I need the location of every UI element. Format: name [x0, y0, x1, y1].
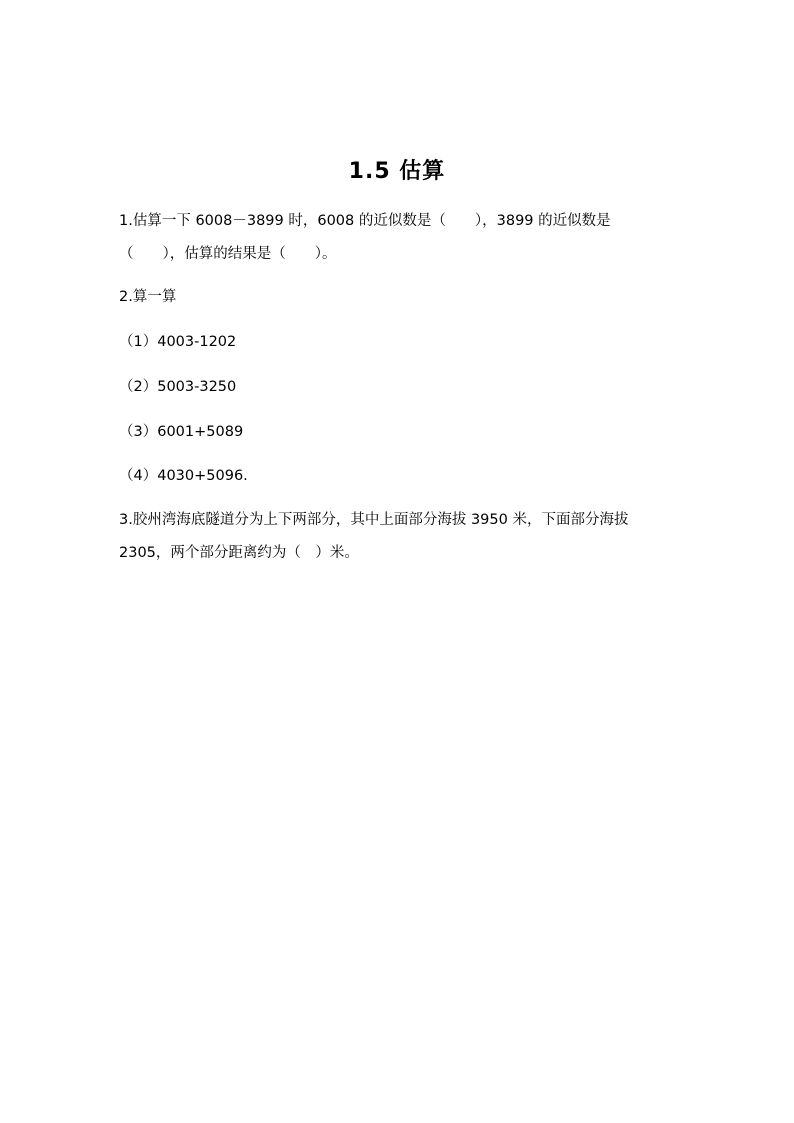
- question-1-line-2: （ ），估算的结果是（ ）。: [119, 246, 337, 262]
- question-2-heading: 2.算一算: [119, 289, 177, 305]
- question-2-item-2: （2）5003-3250: [119, 379, 237, 395]
- page-title: 1.5 估算: [348, 159, 446, 184]
- question-3-line-2: 2305，两个部分距离约为（ ）米。: [119, 545, 359, 561]
- question-2-item-1: （1）4003-1202: [119, 334, 237, 350]
- question-1-line-1: 1.估算一下 6008－3899 时，6008 的近似数是（ ），3899 的近似数是: [119, 213, 611, 229]
- question-2-item-4: （4）4030+5096.: [119, 468, 248, 484]
- question-2-item-3: （3）6001+5089: [119, 424, 244, 440]
- question-3-line-1: 3.胶州湾海底隧道分为上下两部分，其中上面部分海拔 3950 米，下面部分海拔: [119, 512, 629, 528]
